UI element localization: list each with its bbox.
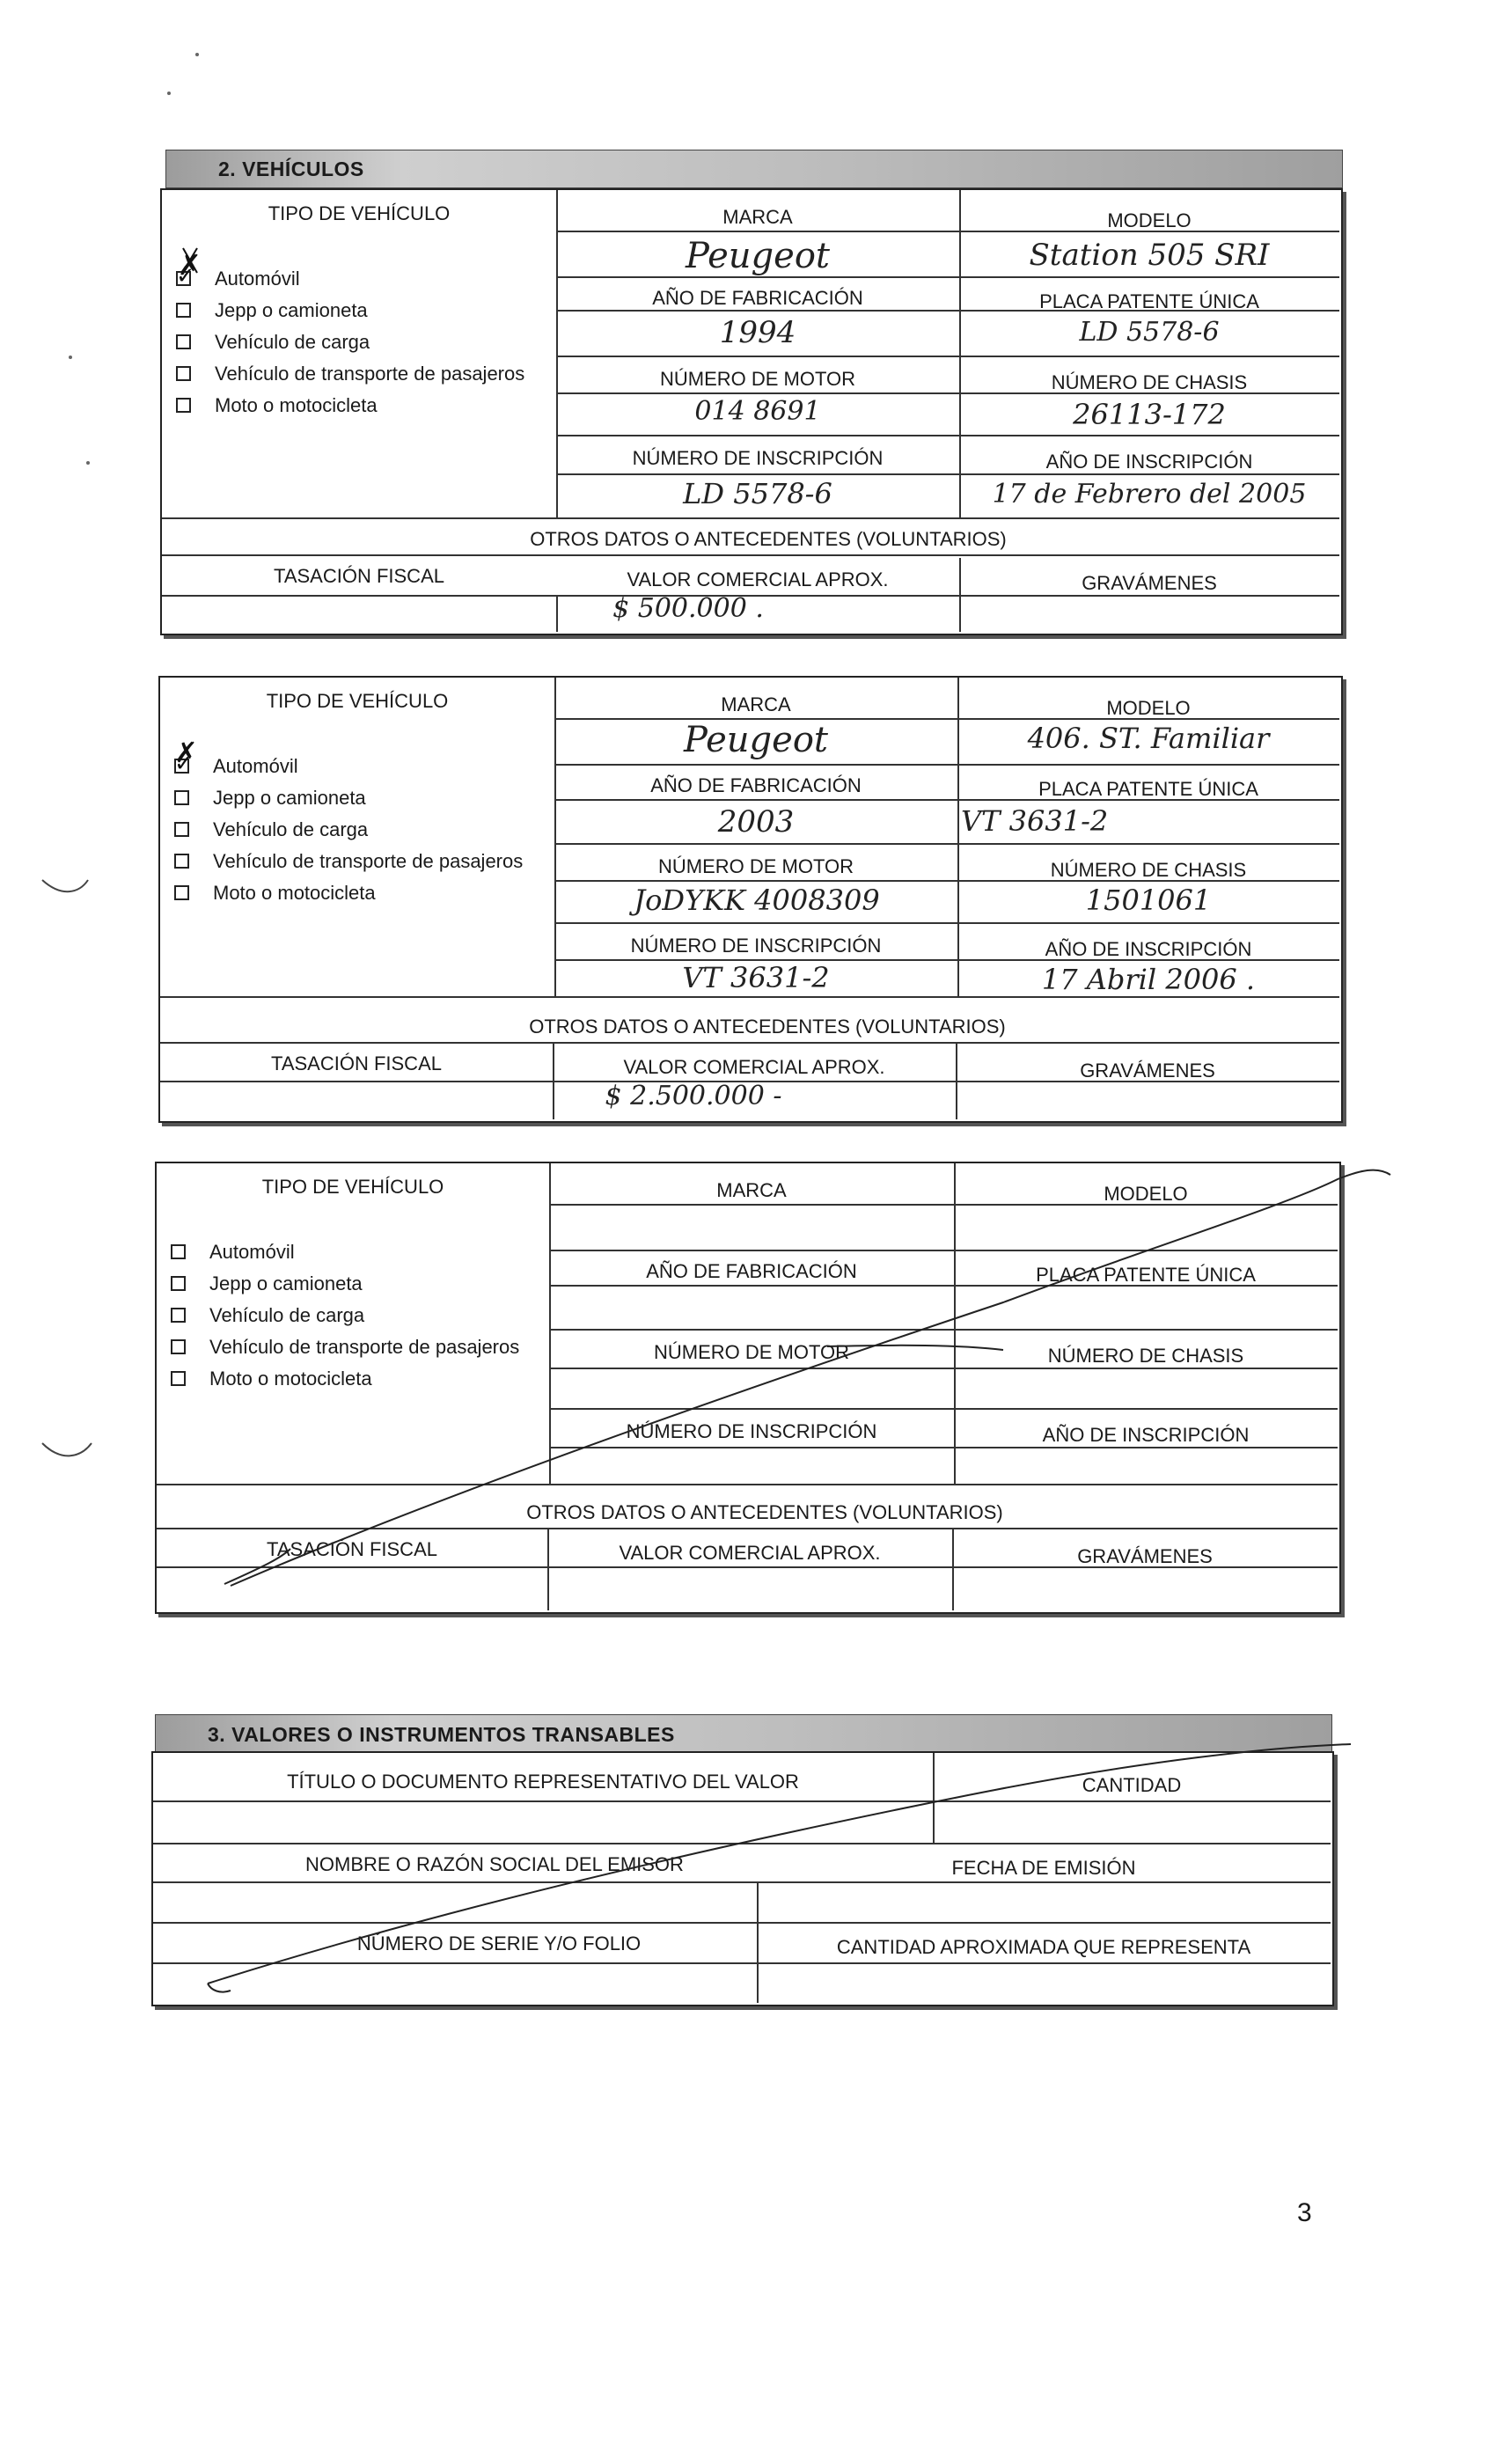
check-mark-icon: ✗ (174, 737, 198, 768)
option-carga: Vehículo de carga (215, 331, 370, 353)
modelo-header: MODELO (1106, 697, 1191, 719)
gravamenes-header: GRAVÁMENES (1077, 1545, 1213, 1567)
option-pasajeros: Vehículo de transporte de pasajeros (209, 1336, 520, 1358)
marca-value: Peugeot (686, 236, 830, 276)
option-moto-checkbox[interactable] (174, 885, 189, 900)
valor-comercial-header: VALOR COMERCIAL APROX. (627, 568, 889, 590)
option-camioneta-checkbox[interactable] (174, 790, 189, 805)
anio-fabricacion-value: 1994 (719, 315, 796, 350)
tipo-vehiculo-header: TIPO DE VEHÍCULO (268, 202, 451, 224)
anio-fabricacion-header: AÑO DE FABRICACIÓN (650, 774, 862, 796)
option-moto: Moto o motocicleta (215, 394, 378, 416)
option-pasajeros-checkbox[interactable] (174, 854, 189, 869)
fecha-emision-header: FECHA DE EMISIÓN (951, 1857, 1136, 1879)
numero-serie-header: NÚMERO DE SERIE Y/O FOLIO (356, 1932, 642, 1954)
option-camioneta-checkbox[interactable] (171, 1276, 186, 1291)
cantidad-header: CANTIDAD (1082, 1774, 1182, 1796)
numero-chasis-header: NÚMERO DE CHASIS (1050, 859, 1247, 881)
option-carga: Vehículo de carga (209, 1304, 365, 1326)
marca-header: MARCA (722, 206, 793, 228)
section-2-title: 2. VEHÍCULOS (218, 158, 364, 180)
numero-motor-header: NÚMERO DE MOTOR (659, 368, 856, 390)
valor-comercial-value: $ 500.000 . (612, 593, 764, 624)
option-automovil-checkbox[interactable] (171, 1244, 186, 1259)
titulo-documento-header: TÍTULO O DOCUMENTO REPRESENTATIVO DEL VALOR (287, 1771, 799, 1793)
numero-chasis-header: NÚMERO DE CHASIS (1051, 371, 1248, 393)
option-carga-checkbox[interactable] (174, 822, 189, 837)
anio-inscripcion-value: 17 Abril 2006 . (1041, 963, 1256, 996)
option-carga-checkbox[interactable] (171, 1308, 186, 1323)
option-pasajeros: Vehículo de transporte de pasajeros (215, 363, 525, 385)
option-automovil: Automóvil (209, 1241, 295, 1263)
numero-inscripcion-header: NÚMERO DE INSCRIPCIÓN (626, 1420, 877, 1442)
tasacion-fiscal-header: TASACIÓN FISCAL (267, 1538, 437, 1560)
tasacion-fiscal-header: TASACIÓN FISCAL (271, 1052, 442, 1074)
otros-datos-header: OTROS DATOS O ANTECEDENTES (VOLUNTARIOS) (530, 528, 1007, 550)
anio-inscripcion-header: AÑO DE INSCRIPCIÓN (1045, 938, 1252, 960)
otros-datos-header: OTROS DATOS O ANTECEDENTES (VOLUNTARIOS) (526, 1501, 1003, 1523)
option-pasajeros-checkbox[interactable] (171, 1339, 186, 1354)
emisor-header: NOMBRE O RAZÓN SOCIAL DEL EMISOR (305, 1853, 684, 1875)
section-3-title: 3. VALORES O INSTRUMENTOS TRANSABLES (208, 1723, 675, 1746)
option-moto: Moto o motocicleta (213, 882, 376, 904)
anio-fabricacion-header: AÑO DE FABRICACIÓN (652, 287, 863, 309)
placa-patente-header: PLACA PATENTE ÚNICA (1036, 1264, 1256, 1286)
chasis-value: 26113-172 (1073, 398, 1226, 431)
check-mark-icon: ✗ (178, 249, 202, 281)
anio-inscripcion-header: AÑO DE INSCRIPCIÓN (1042, 1424, 1250, 1446)
numero-inscripcion-header: NÚMERO DE INSCRIPCIÓN (632, 447, 884, 469)
modelo-header: MODELO (1107, 209, 1192, 231)
placa-patente-header: PLACA PATENTE ÚNICA (1039, 290, 1259, 312)
gravamenes-header: GRAVÁMENES (1080, 1060, 1215, 1082)
placa-patente-header: PLACA PATENTE ÚNICA (1038, 778, 1258, 800)
numero-motor-header: NÚMERO DE MOTOR (653, 1341, 850, 1363)
anio-inscripcion-header: AÑO DE INSCRIPCIÓN (1045, 451, 1253, 473)
cantidad-aproximada-header: CANTIDAD APROXIMADA QUE REPRESENTA (836, 1936, 1251, 1958)
gravamenes-header: GRAVÁMENES (1082, 572, 1217, 594)
valor-comercial-value: $ 2.500.000 - (605, 1081, 782, 1111)
option-carga-checkbox[interactable] (176, 334, 191, 349)
marca-header: MARCA (721, 693, 791, 715)
tasacion-fiscal-header: TASACIÓN FISCAL (274, 565, 444, 587)
option-pasajeros-checkbox[interactable] (176, 366, 191, 381)
option-pasajeros: Vehículo de transporte de pasajeros (213, 850, 524, 872)
motor-value: 014 8691 (694, 396, 821, 427)
modelo-value: Station 505 SRI (1029, 238, 1270, 273)
option-moto-checkbox[interactable] (171, 1371, 186, 1386)
numero-chasis-header: NÚMERO DE CHASIS (1047, 1345, 1244, 1367)
option-moto-checkbox[interactable] (176, 398, 191, 413)
numero-inscripcion-header: NÚMERO DE INSCRIPCIÓN (630, 935, 882, 957)
option-carga: Vehículo de carga (213, 818, 369, 840)
option-camioneta: Jepp o camioneta (215, 299, 368, 321)
anio-fabricacion-header: AÑO DE FABRICACIÓN (646, 1260, 857, 1282)
otros-datos-header: OTROS DATOS O ANTECEDENTES (VOLUNTARIOS) (529, 1016, 1006, 1038)
anio-inscripcion-value: 17 de Febrero del 2005 (992, 479, 1307, 510)
option-automovil: Automóvil (215, 268, 300, 290)
inscripcion-value: VT 3631-2 (682, 961, 830, 994)
option-camioneta: Jepp o camioneta (213, 787, 366, 809)
valor-comercial-header: VALOR COMERCIAL APROX. (619, 1542, 881, 1564)
marca-value: Peugeot (684, 720, 828, 760)
numero-motor-header: NÚMERO DE MOTOR (657, 855, 854, 877)
chasis-value: 1501061 (1085, 884, 1212, 917)
option-camioneta-checkbox[interactable] (176, 303, 191, 318)
motor-value: JoDYKK 4008309 (634, 884, 880, 917)
placa-value: VT 3631-2 (961, 804, 1109, 838)
anio-fabricacion-value: 2003 (717, 804, 795, 840)
inscripcion-value: LD 5578-6 (683, 477, 832, 510)
option-camioneta: Jepp o camioneta (209, 1272, 363, 1294)
tipo-vehiculo-header: TIPO DE VEHÍCULO (266, 690, 449, 712)
modelo-value: 406. ST. Familiar (1027, 722, 1270, 755)
placa-value: LD 5578-6 (1079, 317, 1220, 348)
modelo-header: MODELO (1104, 1183, 1188, 1205)
page-number: 3 (1297, 2198, 1312, 2227)
option-moto: Moto o motocicleta (209, 1368, 372, 1390)
option-automovil: Automóvil (213, 755, 298, 777)
valor-comercial-header: VALOR COMERCIAL APROX. (623, 1056, 885, 1078)
tipo-vehiculo-header: TIPO DE VEHÍCULO (261, 1176, 444, 1198)
marca-header: MARCA (716, 1179, 787, 1201)
